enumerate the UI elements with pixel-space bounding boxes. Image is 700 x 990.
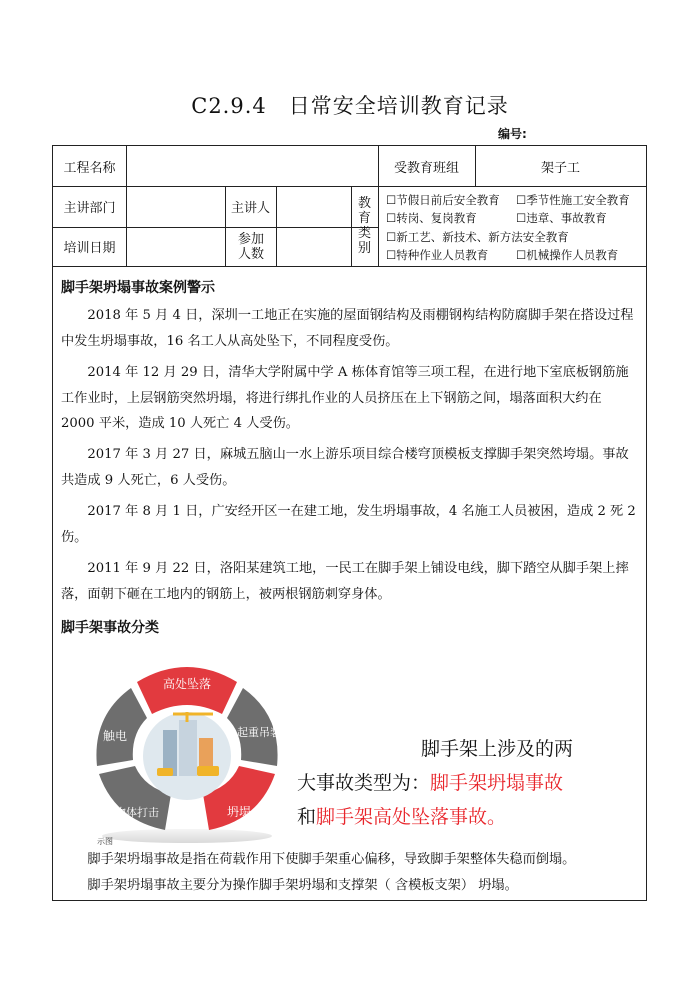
col-divider bbox=[126, 146, 127, 266]
closing-paragraph: 脚手架坍塌事故是指在荷载作用下使脚手架重心偏移，导致脚手架整体失稳而倒塌。 bbox=[87, 852, 576, 867]
callout-line-1: 脚手架上涉及的两 bbox=[421, 738, 574, 760]
date-value[interactable] bbox=[128, 227, 223, 266]
segment-label: 触电 bbox=[102, 729, 128, 743]
category-job-transfer[interactable]: ☐转岗、复岗教育 bbox=[386, 211, 477, 225]
team-value[interactable]: 架子工 bbox=[540, 160, 580, 176]
case-paragraph: 2018 年 5 月 4 日，深圳一工地正在实施的屋面钢结构及雨棚钢构结构防腐脚手架在搭设过程中发生坍塌事故，16 名工人从高处坠下，不同程度受伤。 bbox=[61, 308, 634, 349]
case-paragraph: 2017 年 3 月 27 日，麻城五脑山一水上游乐项目综合楼穹顶模板支撑脚手架突然垮塌。事故共造成 9 人死亡，6 人受伤。 bbox=[61, 447, 629, 488]
callout-text: 大事故类型为： bbox=[297, 772, 431, 794]
record-form bbox=[52, 145, 647, 901]
excavator-icon bbox=[197, 766, 219, 776]
category-special-ops[interactable]: ☐特种作业人员教育 bbox=[386, 248, 489, 262]
case-paragraph: 2014 年 12 月 29 日，清华大学附属中学 A 栋体育馆等三项工程，在进行地下室底板钢筋施工作业时，上层钢筋突然坍塌，将进行绑扎作业的人员挤压在上下钢筋之间，塌落面积大约在 2000 平米，造成 10 人死亡 4 人受伤。 bbox=[61, 365, 629, 431]
team-label: 受教育班组 bbox=[393, 160, 459, 176]
dept-value[interactable] bbox=[128, 186, 223, 227]
row-divider bbox=[53, 266, 646, 267]
truck-icon bbox=[157, 768, 173, 776]
segment-label: 物体打击 bbox=[115, 806, 159, 819]
dept-label: 主讲部门 bbox=[63, 201, 116, 216]
document-title: C2.9.4 日常安全培训教育记录 bbox=[191, 94, 509, 118]
callout-highlight: 脚手架高处坠落事故。 bbox=[316, 806, 507, 828]
participants-value[interactable] bbox=[278, 227, 350, 266]
participants-label: 参加人数 bbox=[237, 232, 264, 262]
segment-electric-shock bbox=[96, 688, 147, 766]
category-label: 教育类别 bbox=[357, 196, 371, 256]
building-icon bbox=[179, 720, 197, 776]
speaker-label: 主讲人 bbox=[230, 201, 270, 216]
category-new-tech[interactable]: ☐新工艺、新技术、新方法安全教育 bbox=[386, 230, 569, 244]
callout-line-2 bbox=[297, 768, 563, 795]
project-name-label: 工程名称 bbox=[63, 160, 116, 176]
callout-text: 和 bbox=[297, 806, 317, 828]
record-number-label: 编号: bbox=[498, 127, 527, 141]
category-machine-ops[interactable]: ☐机械操作人员教育 bbox=[516, 248, 619, 262]
category-violation[interactable]: ☐违章、事故教育 bbox=[516, 211, 607, 225]
diagram-shadow bbox=[102, 829, 272, 843]
category-holiday[interactable]: ☐节假日前后安全教育 bbox=[386, 193, 500, 207]
col-divider bbox=[276, 186, 277, 266]
segment-label: 高处坠落 bbox=[162, 677, 212, 691]
date-label: 培训日期 bbox=[63, 241, 116, 256]
callout-line-3 bbox=[297, 802, 506, 829]
project-name-value[interactable] bbox=[128, 146, 376, 186]
accident-type-diagram bbox=[77, 656, 307, 846]
segment-label: 坍塌 bbox=[226, 805, 252, 819]
case-paragraph: 2011 年 9 月 22 日，洛阳某建筑工地，一民工在脚手架上铺设电线，脚下踏空从脚手架上摔落，面朝下砸在工地内的钢筋上，被两根钢筋刺穿身体。 bbox=[61, 561, 629, 602]
speaker-value[interactable] bbox=[278, 186, 350, 227]
category-seasonal[interactable]: ☐季节性施工安全教育 bbox=[516, 193, 630, 207]
case-section-title: 脚手架坍塌事故案例警示 bbox=[61, 280, 215, 296]
segment-label: 起重吊装 bbox=[237, 726, 281, 739]
callout-highlight: 脚手架坍塌事故 bbox=[430, 772, 564, 794]
classification-section-title: 脚手架事故分类 bbox=[61, 620, 159, 636]
case-paragraph: 2017 年 8 月 1 日，广安经开区一在建工地，发生坍塌事故，4 名施工人员被困，造成 2 死 2 伤。 bbox=[61, 504, 636, 545]
closing-paragraph: 脚手架坍塌事故主要分为操作脚手架坍塌和支撑架（ 含模板支架） 坍塌。 bbox=[87, 878, 518, 893]
diagram-caption: 示图 bbox=[97, 837, 113, 846]
